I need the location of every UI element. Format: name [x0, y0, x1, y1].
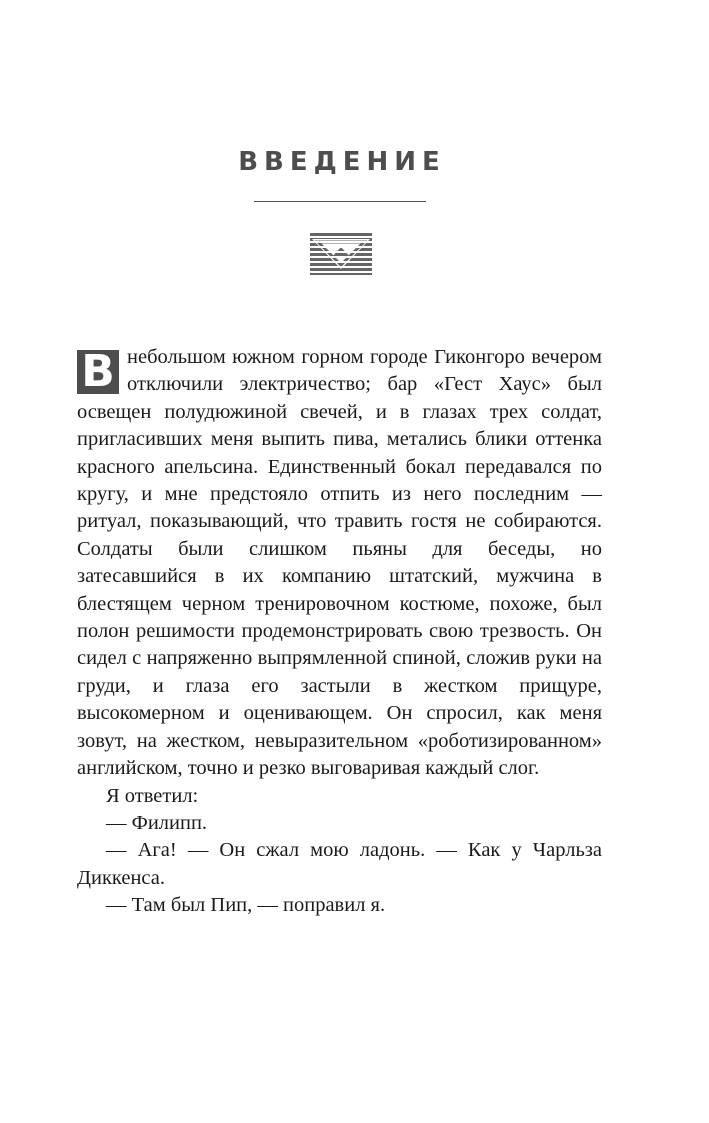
paragraph-opening — [77, 344, 602, 783]
paragraph: — Филипп. — [106, 811, 208, 834]
chapter-body — [77, 344, 602, 920]
title-divider — [254, 201, 426, 202]
paragraph-opening-text: небольшом южном горном городе Гиконгоро вечером отключили электричество; бар «Гест Хаус» был освещен полудюжиной свечей, и в глазах трех солдат, пригласивших меня выпить пива, метались блики оттенка красного апельсина. Единственный бокал передавался по кругу, и мне предстояло отпить из него последним — ритуал, показывающий, что травить гостя не собираются. Солдаты были слишком пьяны для беседы, но затесавшийся в их компанию штатский, мужчина в блестящем черном тренировочном костюме, похоже, был полон решимости продемонстрировать свою трезвость. Он сидел с напряженно выпрямленной спиной, сложив руки на груди, и глаза его застыли в жестком прищуре, высокомерном и оценивающем. Он спросил, как меня зовут, на жестком, невыразительном «роботизированном» английском, точно и резко выговаривая каждый слог. — [77, 346, 602, 780]
paragraph: Я ответил: — [106, 784, 199, 807]
paragraph: — Там был Пип, — поправил я. — [106, 894, 386, 917]
triangle-stripes-ornament-icon — [310, 233, 372, 275]
chapter-title: ВВЕДЕНИЕ — [238, 147, 446, 177]
paragraph: — Ага! — Он сжал мою ладонь. — Как у Чарльза Диккенса. — [77, 839, 602, 889]
drop-cap: В — [77, 350, 119, 394]
